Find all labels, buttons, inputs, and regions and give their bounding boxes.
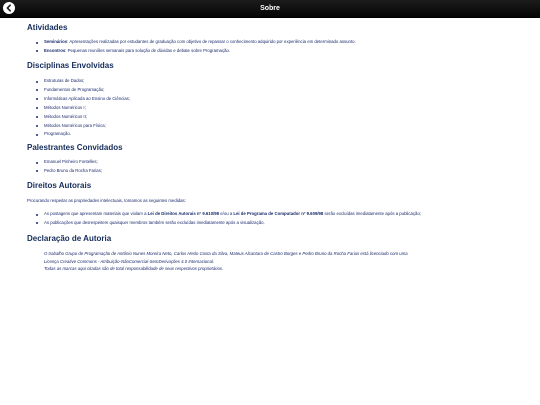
list-item: Métodos Numéricos II; xyxy=(36,113,130,122)
list-item: Fundamentos de Programação; xyxy=(36,86,130,95)
item-text: As postagens que apresentam materiais que violam a xyxy=(44,211,148,216)
list-item: Programação. xyxy=(36,130,130,139)
disciplinas-list xyxy=(36,77,130,139)
law-ref: Lei de Direitos Autorais nº 9.610/98 xyxy=(147,211,220,216)
heading-disciplinas: Disciplinas Envolvidas xyxy=(27,61,114,70)
direitos-intro: Procurando respeitar as propriedades intelectuais, tomamos as seguintes medidas: xyxy=(27,198,186,203)
declaracao-text xyxy=(44,250,524,273)
list-item xyxy=(36,47,356,56)
list-item: Métodos Numéricos I; xyxy=(36,104,130,113)
top-bar xyxy=(0,0,540,18)
atividades-list xyxy=(36,38,356,56)
list-item xyxy=(36,219,421,228)
term: Seminários xyxy=(44,39,68,44)
declaracao-line: Todas as marcas aqui citadas são de total responsabilidade de seus respectivos proprietários. xyxy=(44,266,224,271)
heading-palestrantes: Palestrantes Convidados xyxy=(27,143,123,152)
declaracao-line: O trabalho Grupo de Programação de Antônio Nunes Moreira Neto, Carlos Heslo Costa da Silva, Mateus Alcantara de Castro Borges e Pedro Bruno da Rocha Farias está licenciado com uma xyxy=(44,251,408,256)
item-text: : Pequenas reuniões semanais para solução de dúvidas e debate sobre Programação. xyxy=(65,47,231,53)
term: Encontros xyxy=(44,47,66,53)
heading-atividades: Atividades xyxy=(27,23,68,32)
list-item: Estruturas de Dados; xyxy=(36,77,130,86)
page-title: Sobre xyxy=(260,5,280,12)
list-item: Métodos Numéricos para Física; xyxy=(36,122,130,131)
license-link[interactable]: Licença Creative Commons - Atribuição-NãoComercial-SemDerivações 4.0 Internacional. xyxy=(44,258,215,264)
list-item xyxy=(36,38,356,47)
item-text: : Apresentações realizadas por estudantes de graduação com objetivo de repassar o conhecimento adquirido por experiência em determinado assunto. xyxy=(67,39,356,44)
item-text: As publicações que desrespeitem quaisquer membros também serão excluídas imediatamente após a visualização. xyxy=(44,219,265,225)
list-item: Emanuel Pinheiro Fontelles; xyxy=(36,158,102,167)
heading-direitos: Direitos Autorais xyxy=(27,181,92,190)
list-item xyxy=(36,210,421,219)
item-text: serão excluídas imediatamente após a publicação; xyxy=(323,211,422,216)
list-item: Pedro Bruno da Rocha Farias; xyxy=(36,167,102,176)
palestrantes-list xyxy=(36,158,102,176)
law-ref: Lei de Programa de Computador nº 9.609/98 xyxy=(233,211,324,216)
item-text: e/ou a xyxy=(219,211,234,216)
list-item: Informáticas Aplicada ao Ensino de Ciências; xyxy=(36,95,130,104)
direitos-list xyxy=(36,210,421,228)
heading-declaracao: Declaração de Autoria xyxy=(27,234,112,243)
